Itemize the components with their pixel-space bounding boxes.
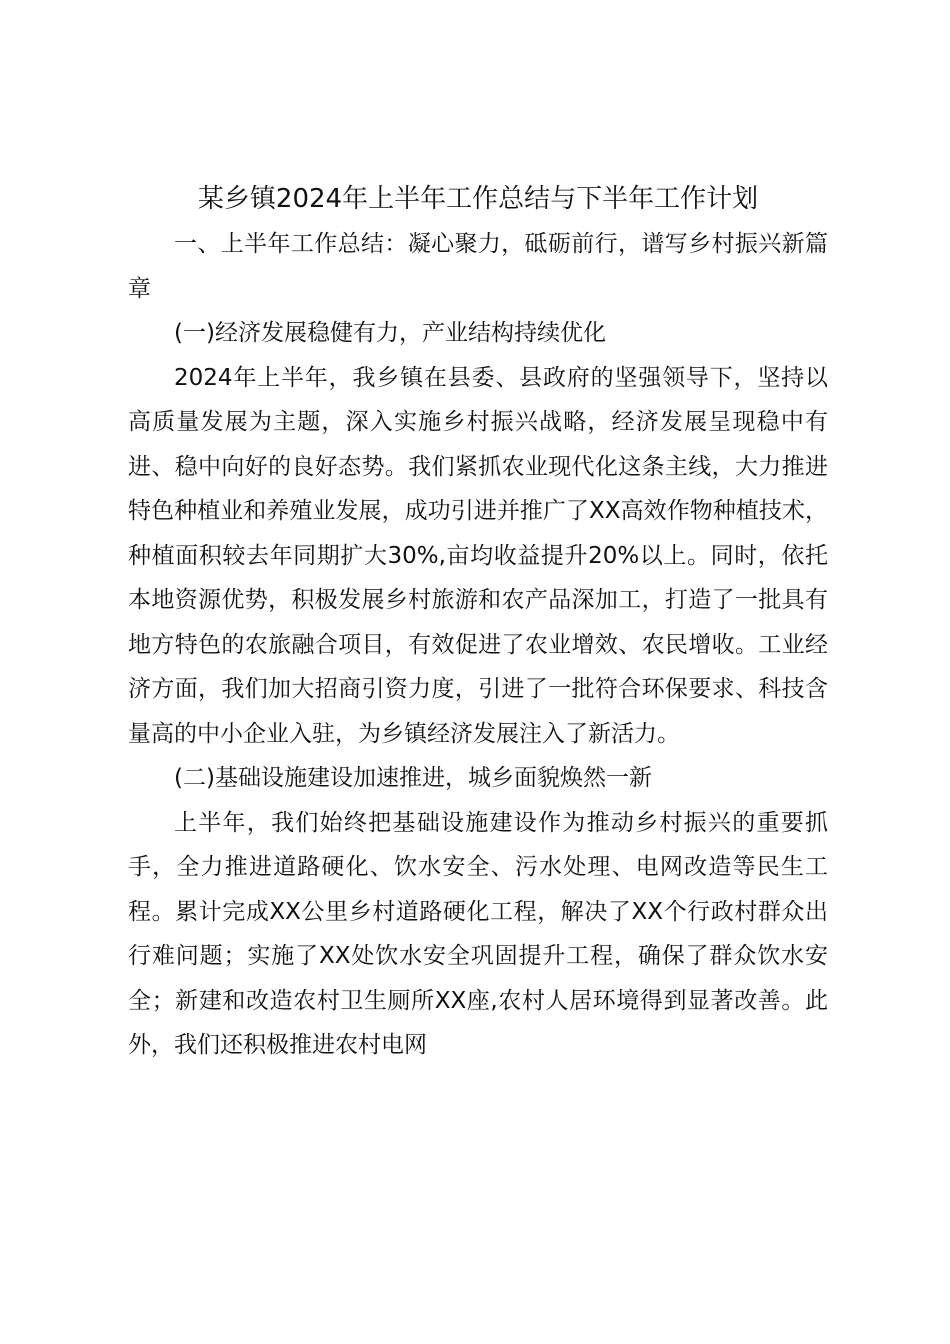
subsection-1-body: 2024年上半年，我乡镇在县委、县政府的坚强领导下，坚持以高质量发展为主题，深入实施乡村振兴战略，经济发展呈现稳中有进、稳中向好的良好态势。我们紧抓农业现代化这条主线，大力推进特色种植业和养殖业发展，成功引进并推广了XX高效作物种植技术，种植面积较去年同期扩大30%,亩均收益提升20%以上。同时，依托本地资源优势，积极发展乡村旅游和农产品深加工，打造了一批具有地方特色的农旅融合项目，有效促进了农业增效、农民增收。工业经济方面，我们加大招商引资力度，引进了一批符合环保要求、科技含量高的中小企业入驻，为乡镇经济发展注入了新活力。 — [128, 364, 828, 747]
subsection-1-heading: (一)经济发展稳健有力，产业结构持续优化 — [174, 320, 606, 346]
subsection-2-body: 上半年，我们始终把基础设施建设作为推动乡村振兴的重要抓手，全力推进道路硬化、饮水安全、污水处理、电网改造等民生工程。累计完成XX公里乡村道路硬化工程，解决了XX个行政村群众出行难问题；实施了XX处饮水安全巩固提升工程，确保了群众饮水安全；新建和改造农村卫生厕所XX座,农村人居环境得到显著改善。此外，我们还积极推进农村电网 — [128, 809, 828, 1058]
document-title: 某乡镇2024年上半年工作总结与下半年工作计划 — [197, 184, 759, 214]
subsection-2-heading: (二)基础设施建设加速推进，城乡面貌焕然一新 — [174, 765, 652, 791]
document-page — [128, 178, 828, 1068]
section-1-heading: 一、上半年工作总结：凝心聚力，砥砺前行，谱写乡村振兴新篇章 — [128, 231, 828, 302]
